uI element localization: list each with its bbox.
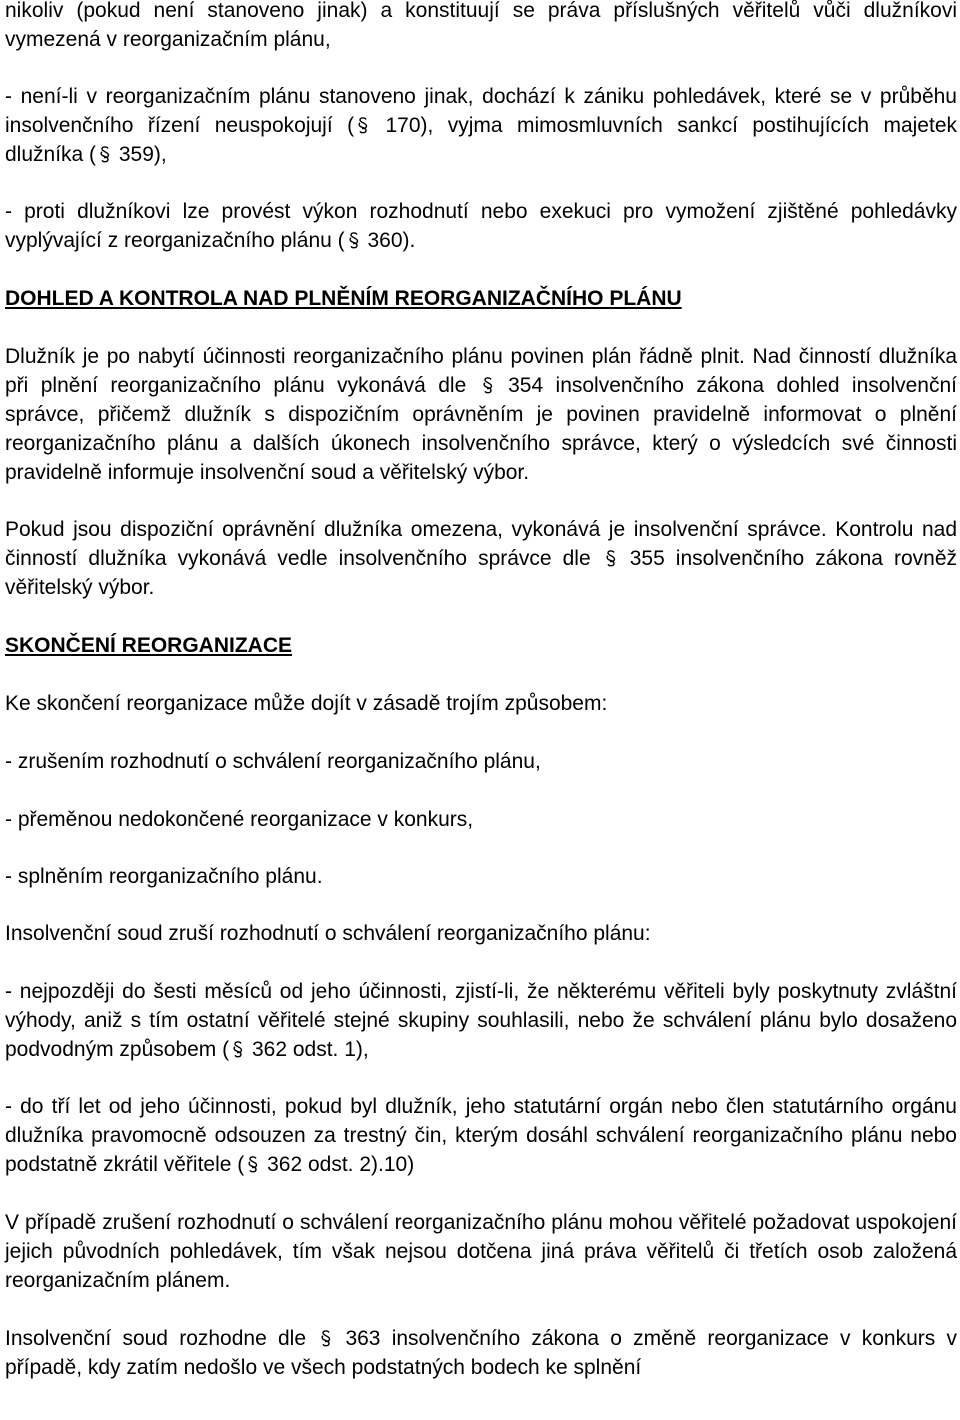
- paragraph-text: 355 insolvenčního zákona rovněž věřitelský výbor.: [5, 547, 958, 599]
- paragraph-enforcement: [5, 197, 957, 255]
- paragraph-text: Dlužník je po nabytí účinnosti reorganizačního plánu povinen plán řádně plnit. Nad činností dlužníka při plnění reorganizačního plánu vykonává dle: [5, 345, 957, 397]
- paragraph-control: [5, 515, 957, 602]
- spacer: [5, 1295, 957, 1324]
- section-sign-icon: [231, 1039, 245, 1060]
- section-sign-icon: [98, 144, 112, 165]
- section-heading-termination: SKONČENÍ REORGANIZACE: [5, 634, 293, 657]
- paragraph-text: 354 insolvenčního zákona dohled insolvenční správce, přičemž dlužník s dispozičním oprávněním je povinen pravidelně informovat o plnění reorganizačního plánu a dalších úkonech insolvenčního správce, který o výsledcích své činnosti pravidelně informuje insolvenční soud a věřitelský výbor.: [5, 374, 957, 484]
- spacer: [5, 487, 957, 515]
- spacer: [5, 255, 957, 284]
- section-sign-icon: [356, 115, 370, 136]
- spacer: [5, 313, 957, 342]
- paragraph-text: nikoliv (pokud není stanoveno jinak) a konstituují se práva příslušných věřitelů vůči dlužníkovi vymezená v reorganizačním plánu,: [5, 0, 957, 51]
- section-heading-supervision: DOHLED A KONTROLA NAD PLNĚNÍM REORGANIZAČNÍHO PLÁNU: [5, 287, 682, 310]
- spacer: [5, 948, 957, 977]
- paragraph-text: - nejpozději do šesti měsíců od jeho účinnosti, zjistí-li, že některému věřiteli byly poskytnuty zvláštní výhody, aniž s tím ostatní věřitelé stejné skupiny souhlasili, nebo že schválení plánu bylo dosaženo podvodným způsobem (: [5, 980, 957, 1061]
- paragraph-text: - proti dlužníkovi lze provést výkon rozhodnutí nebo exekuci pro vymožení zjištěné pohledávky vyplývající z reorganizačního plánu (: [5, 200, 957, 252]
- paragraph-conversion: [5, 1324, 957, 1382]
- paragraph-text: 360).: [361, 229, 416, 252]
- spacer: [5, 891, 957, 919]
- paragraph-text: 170), vyjma mimosmluvních sankcí postihujících majetek dlužníka (: [5, 114, 957, 166]
- paragraph-text: 362 odst. 2).10): [261, 1153, 415, 1176]
- document-page: [5, 0, 957, 1382]
- spacer: [5, 602, 957, 631]
- spacer: [5, 834, 957, 862]
- paragraph-text: 362 odst. 1),: [246, 1038, 369, 1061]
- spacer: [5, 1064, 957, 1092]
- spacer: [5, 169, 957, 197]
- paragraph-court-cancels: Insolvenční soud zruší rozhodnutí o schválení reorganizačního plánu:: [5, 922, 651, 945]
- spacer: [5, 660, 957, 689]
- paragraph-text: Pokud jsou dispoziční oprávnění dlužníka omezena, vykonává je insolvenční správce. Kontrolu nad činností dlužníka vykonává vedle insolvenčního správce dle: [5, 518, 957, 570]
- paragraph-text: 359),: [113, 143, 167, 166]
- paragraph-text: 363 insolvenčního zákona o změně reorganizace v konkurs v případě, kdy zatím nedošlo ve všech podstatných bodech ke splnění: [5, 1327, 957, 1379]
- spacer: [5, 776, 957, 805]
- section-sign-icon: [319, 1328, 333, 1349]
- list-item: - zrušením rozhodnutí o schválení reorganizačního plánu,: [5, 750, 541, 773]
- paragraph-text: Insolvenční soud rozhodne dle: [5, 1327, 318, 1350]
- paragraph-consequences: V případě zrušení rozhodnutí o schválení reorganizačního plánu mohou věřitelé požadovat uspokojení jejich původních pohledávek, tím však nejsou dotčena jiná práva věřitelů či třetích osob založená reorganizačním plánem.: [5, 1211, 957, 1292]
- section-sign-icon: [347, 230, 361, 251]
- paragraph-text: - do tří let od jeho účinnosti, pokud byl dlužník, jeho statutární orgán nebo člen statutárního orgánu dlužníka pravomocně odsouzen za trestný čin, kterým dosáhl schválení reorganizačního plánu nebo podstatně zkrátil věřitele (: [5, 1095, 957, 1176]
- spacer: [5, 718, 957, 747]
- paragraph-text: - není-li v reorganizačním plánu stanoveno jinak, dochází k zániku pohledávek, které se v průběhu insolvenčního řízení neuspokojují (: [5, 85, 957, 137]
- spacer: [5, 1179, 957, 1208]
- list-item: [5, 1092, 957, 1179]
- list-item: [5, 977, 957, 1064]
- section-sign-icon: [481, 375, 495, 396]
- paragraph-claims-extinction: [5, 82, 957, 169]
- section-sign-icon: [604, 548, 618, 569]
- spacer: [5, 54, 957, 82]
- list-item: - splněním reorganizačního plánu.: [5, 865, 323, 888]
- paragraph-supervision: [5, 342, 957, 487]
- paragraph-termination-intro: Ke skončení reorganizace může dojít v zásadě trojím způsobem:: [5, 692, 608, 715]
- list-item: - přeměnou nedokončené reorganizace v konkurs,: [5, 808, 474, 831]
- section-sign-icon: [246, 1154, 260, 1175]
- paragraph-intro: [5, 0, 957, 54]
